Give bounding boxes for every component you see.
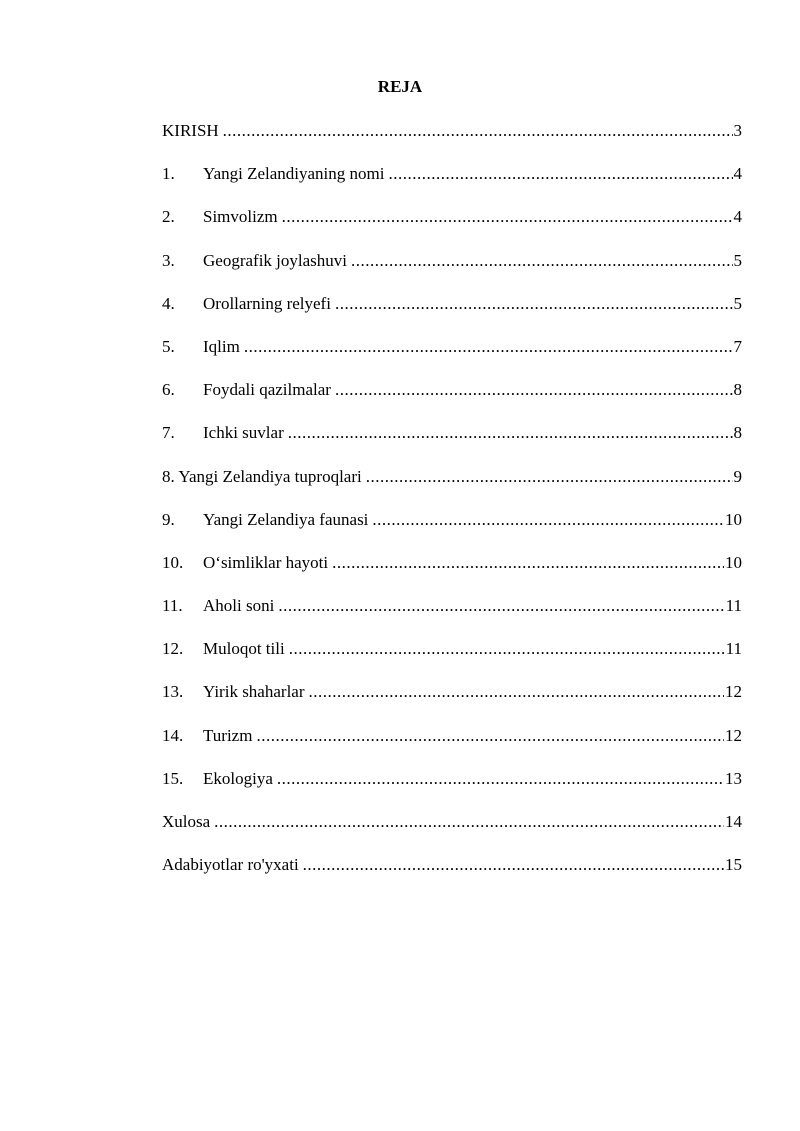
toc-entry-title: Xulosa xyxy=(162,812,211,831)
toc-dot-leader xyxy=(244,336,733,358)
toc-entry-number: 5. xyxy=(162,336,175,356)
toc-entry xyxy=(162,250,742,293)
toc-entry-page: 5 xyxy=(733,293,742,313)
toc-dot-leader xyxy=(223,120,733,142)
toc-entry-title: Iqlim xyxy=(203,336,240,356)
toc-entry-page: 4 xyxy=(733,164,742,184)
toc-entry-title: Orollarning relyefi xyxy=(203,293,331,313)
toc-entry xyxy=(162,725,742,768)
toc-entry-title: Yangi Zelandiya faunasi xyxy=(203,509,369,529)
toc-entry-title: Geografik joylashuvi xyxy=(203,250,347,270)
toc-dot-leader xyxy=(351,250,733,272)
toc-entry-page: 8 xyxy=(733,423,742,443)
toc-entry-number: 3. xyxy=(162,250,175,270)
toc-entry xyxy=(162,379,742,422)
toc-entry-number: 13. xyxy=(162,682,184,702)
toc-entry xyxy=(162,552,742,595)
toc-entry xyxy=(162,509,742,552)
toc-dot-leader xyxy=(335,293,733,315)
toc-dot-leader xyxy=(277,768,724,790)
toc-entry xyxy=(162,854,742,897)
toc-entry-title: KIRISH xyxy=(162,121,219,140)
toc-entry-number: 6. xyxy=(162,380,175,400)
toc-entry-number: 2. xyxy=(162,207,175,227)
toc-entry-title: Ekologiya xyxy=(203,768,273,788)
toc-entry xyxy=(162,120,742,163)
toc-entry xyxy=(162,595,742,638)
toc-entry-title: Adabiyotlar ro'yxati xyxy=(162,855,299,875)
toc-entry-page: 5 xyxy=(733,250,742,270)
toc-entry xyxy=(162,811,742,854)
toc-dot-leader xyxy=(282,206,733,228)
toc-entry-number: 4. xyxy=(162,293,175,313)
toc-entry-number: 11. xyxy=(162,596,183,616)
table-of-contents xyxy=(162,120,742,897)
toc-entry-title: Foydali qazilmalar xyxy=(203,380,331,400)
toc-entry-number: 7. xyxy=(162,423,175,443)
toc-entry xyxy=(162,293,742,336)
toc-entry-page: 13 xyxy=(725,768,742,788)
toc-dot-leader xyxy=(289,638,725,660)
toc-entry-title: Muloqot tili xyxy=(203,639,285,659)
toc-entry-title: Ichki suvlar xyxy=(203,423,284,443)
toc-entry-number: 10. xyxy=(162,552,184,572)
toc-entry-page: 7 xyxy=(733,336,742,356)
toc-entry-page: 10 xyxy=(725,552,742,572)
toc-dot-leader xyxy=(278,595,724,617)
toc-dot-leader xyxy=(335,379,733,401)
toc-entry-page: 11 xyxy=(725,596,742,616)
toc-entry xyxy=(162,638,742,681)
toc-entry xyxy=(162,336,742,379)
toc-entry-title: 8. Yangi Zelandiya tuproqlari xyxy=(162,466,362,486)
toc-entry-page: 10 xyxy=(725,509,742,529)
toc-dot-leader xyxy=(256,725,724,747)
toc-entry-page: 14 xyxy=(725,812,742,831)
toc-entry-title: Turizm xyxy=(203,725,253,745)
toc-entry xyxy=(162,163,742,206)
toc-dot-leader xyxy=(366,466,733,488)
toc-dot-leader xyxy=(288,422,733,444)
toc-entry xyxy=(162,422,742,465)
toc-entry-number: 1. xyxy=(162,164,175,184)
toc-entry-number: 15. xyxy=(162,768,184,788)
page-title: REJA xyxy=(377,77,423,96)
toc-entry-page: 3 xyxy=(733,121,742,140)
toc-dot-leader xyxy=(309,681,725,703)
toc-entry-page: 8 xyxy=(733,380,742,400)
toc-entry xyxy=(162,768,742,811)
toc-entry xyxy=(162,681,742,724)
toc-dot-leader xyxy=(332,552,724,574)
toc-entry-page: 12 xyxy=(725,725,742,745)
toc-dot-leader xyxy=(214,811,724,833)
toc-entry-page: 4 xyxy=(733,207,742,227)
toc-entry-title: Aholi soni xyxy=(203,596,275,616)
toc-entry-title: Yirik shaharlar xyxy=(203,682,305,702)
toc-entry-title: O‘simliklar hayoti xyxy=(203,552,329,572)
toc-entry-page: 9 xyxy=(733,466,742,486)
toc-dot-leader xyxy=(303,854,724,876)
toc-entry-title: Simvolizm xyxy=(203,207,278,227)
toc-dot-leader xyxy=(388,163,732,185)
toc-entry-number: 9. xyxy=(162,509,175,529)
toc-entry xyxy=(162,466,742,509)
toc-entry-page: 11 xyxy=(725,639,742,659)
toc-entry-number: 12. xyxy=(162,639,184,659)
toc-entry-title: Yangi Zelandiyaning nomi xyxy=(203,164,385,184)
toc-dot-leader xyxy=(372,509,724,531)
toc-entry-page: 15 xyxy=(725,855,742,875)
toc-entry-page: 12 xyxy=(725,682,742,702)
toc-entry xyxy=(162,206,742,249)
toc-entry-number: 14. xyxy=(162,725,184,745)
